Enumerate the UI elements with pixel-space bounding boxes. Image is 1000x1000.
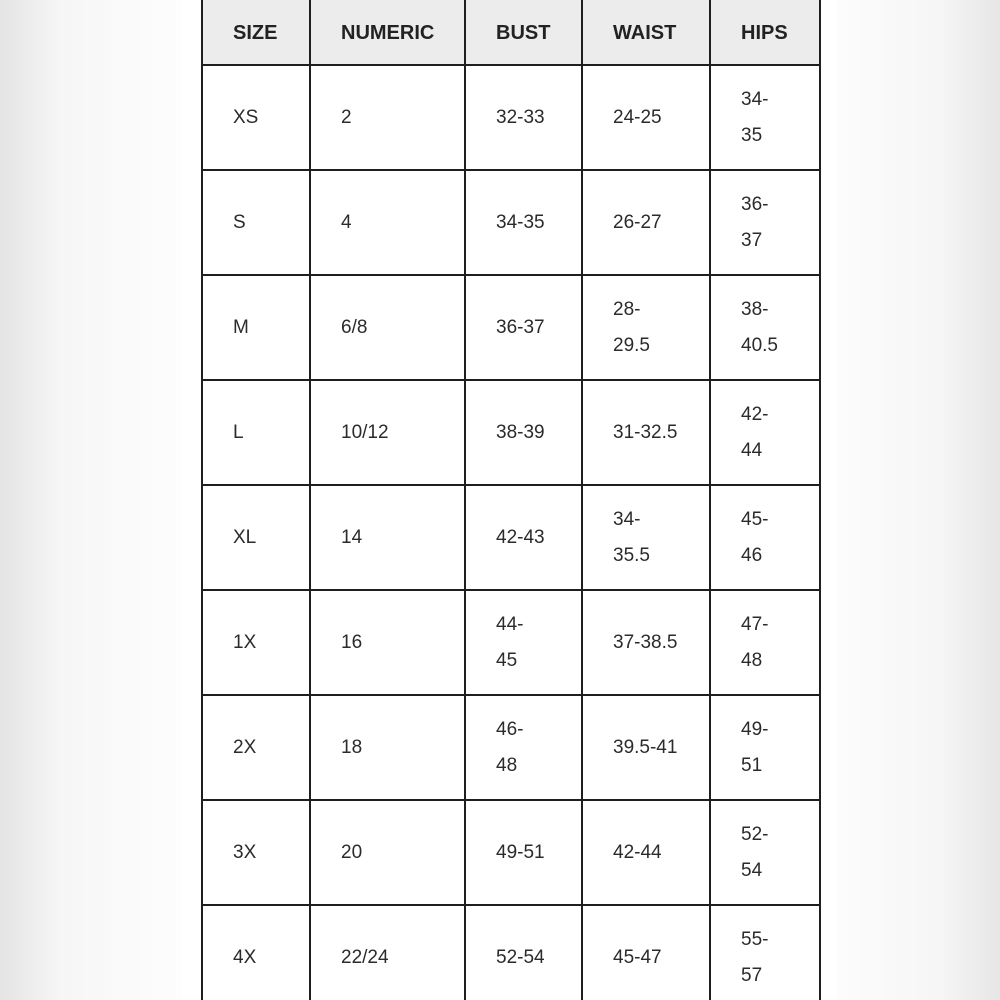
- cell-text: 18: [341, 736, 363, 758]
- cell-text: 49-51: [496, 841, 545, 863]
- cell-numeric: [310, 800, 465, 905]
- cell-waist: [582, 800, 710, 905]
- cell-text: 28- 29.5: [613, 298, 650, 356]
- cell-bust: [465, 485, 582, 590]
- table-row: [202, 275, 820, 380]
- cell-text: 10/12: [341, 421, 389, 443]
- cell-size: [202, 170, 310, 275]
- cell-bust: [465, 275, 582, 380]
- cell-text: 34- 35: [741, 88, 769, 146]
- cell-size: [202, 590, 310, 695]
- cell-bust: [465, 905, 582, 1000]
- cell-text: 45- 46: [741, 508, 769, 566]
- table-body: [202, 65, 820, 1000]
- cell-bust: [465, 590, 582, 695]
- cell-hips: [710, 275, 820, 380]
- header-waist: WAIST: [582, 0, 710, 65]
- cell-waist: [582, 590, 710, 695]
- cell-numeric: [310, 695, 465, 800]
- cell-numeric: [310, 170, 465, 275]
- cell-text: 2X: [233, 736, 257, 758]
- cell-text: 16: [341, 631, 363, 653]
- cell-waist: [582, 275, 710, 380]
- cell-size: [202, 380, 310, 485]
- cell-hips: [710, 590, 820, 695]
- cell-text: 2: [341, 106, 352, 128]
- header-hips: HIPS: [710, 0, 820, 65]
- cell-text: 4X: [233, 946, 257, 968]
- cell-text: 32-33: [496, 106, 545, 128]
- cell-hips: [710, 170, 820, 275]
- table-row: [202, 590, 820, 695]
- cell-text: 26-27: [613, 211, 662, 233]
- cell-text: L: [233, 421, 244, 443]
- cell-text: 38- 40.5: [741, 298, 778, 356]
- cell-text: 3X: [233, 841, 257, 863]
- cell-text: XL: [233, 526, 257, 548]
- cell-text: 34- 35.5: [613, 508, 650, 566]
- cell-waist: [582, 905, 710, 1000]
- cell-text: 20: [341, 841, 363, 863]
- cell-waist: [582, 485, 710, 590]
- cell-hips: [710, 65, 820, 170]
- cell-text: 31-32.5: [613, 421, 678, 443]
- table-row: [202, 905, 820, 1000]
- cell-text: XS: [233, 106, 259, 128]
- cell-bust: [465, 380, 582, 485]
- cell-text: 34-35: [496, 211, 545, 233]
- cell-text: 14: [341, 526, 363, 548]
- cell-text: 42-43: [496, 526, 545, 548]
- cell-waist: [582, 65, 710, 170]
- table-row: [202, 380, 820, 485]
- cell-size: [202, 800, 310, 905]
- table-row: [202, 170, 820, 275]
- header-size: SIZE: [202, 0, 310, 65]
- cell-size: [202, 905, 310, 1000]
- cell-text: 52-54: [496, 946, 545, 968]
- cell-waist: [582, 695, 710, 800]
- cell-bust: [465, 695, 582, 800]
- table-header: [202, 0, 820, 65]
- cell-bust: [465, 800, 582, 905]
- table-row: [202, 695, 820, 800]
- cell-size: [202, 65, 310, 170]
- cell-size: [202, 695, 310, 800]
- cell-text: 39.5-41: [613, 736, 678, 758]
- cell-numeric: [310, 275, 465, 380]
- cell-text: 42-44: [613, 841, 662, 863]
- cell-text: 36- 37: [741, 193, 769, 251]
- cell-bust: [465, 65, 582, 170]
- header-numeric: NUMERIC: [310, 0, 465, 65]
- table-row: [202, 65, 820, 170]
- cell-numeric: [310, 590, 465, 695]
- cell-hips: [710, 380, 820, 485]
- cell-hips: [710, 800, 820, 905]
- cell-text: 49- 51: [741, 718, 769, 776]
- cell-text: 55- 57: [741, 928, 769, 986]
- cell-text: 22/24: [341, 946, 389, 968]
- cell-numeric: [310, 905, 465, 1000]
- cell-hips: [710, 905, 820, 1000]
- cell-text: S: [233, 211, 246, 233]
- cell-numeric: [310, 65, 465, 170]
- cell-waist: [582, 170, 710, 275]
- cell-size: [202, 275, 310, 380]
- cell-text: 38-39: [496, 421, 545, 443]
- table-row: [202, 485, 820, 590]
- cell-text: 1X: [233, 631, 257, 653]
- cell-numeric: [310, 485, 465, 590]
- cell-numeric: [310, 380, 465, 485]
- cell-text: M: [233, 316, 249, 338]
- cell-text: 44- 45: [496, 613, 524, 671]
- cell-hips: [710, 695, 820, 800]
- cell-bust: [465, 170, 582, 275]
- cell-text: 24-25: [613, 106, 662, 128]
- cell-text: 37-38.5: [613, 631, 678, 653]
- cell-text: 6/8: [341, 316, 368, 338]
- cell-text: 46- 48: [496, 718, 524, 776]
- cell-text: 36-37: [496, 316, 545, 338]
- cell-size: [202, 485, 310, 590]
- table-row: [202, 800, 820, 905]
- cell-text: 52- 54: [741, 823, 769, 881]
- cell-text: 42- 44: [741, 403, 769, 461]
- cell-text: 47- 48: [741, 613, 769, 671]
- size-chart-table: [201, 0, 821, 1000]
- header-bust: BUST: [465, 0, 582, 65]
- header-row: [202, 0, 820, 65]
- cell-text: 45-47: [613, 946, 662, 968]
- cell-text: 4: [341, 211, 352, 233]
- cell-hips: [710, 485, 820, 590]
- cell-waist: [582, 380, 710, 485]
